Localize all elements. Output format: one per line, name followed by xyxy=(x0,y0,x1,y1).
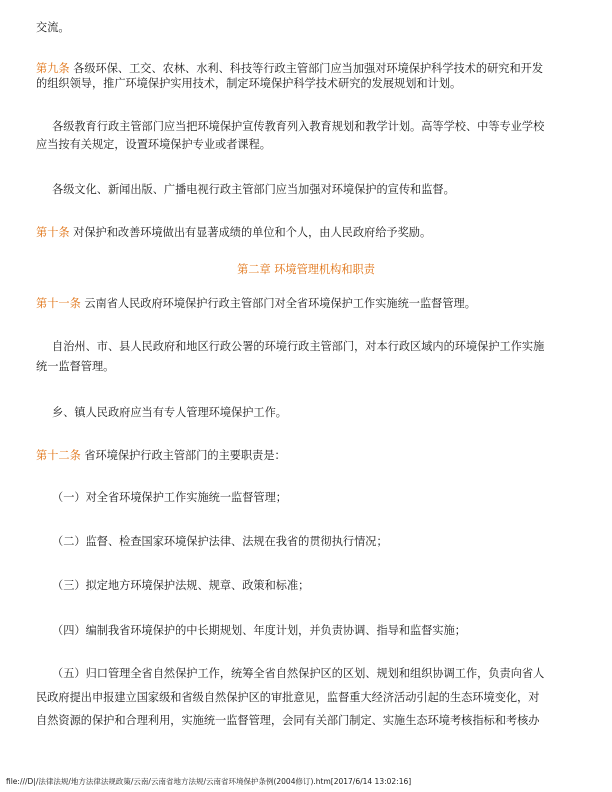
education-line1: 各级教育行政主管部门应当把环境保护宣传教育列入教育规划和教学计划。高等学校、中等专业学校 xyxy=(52,120,545,133)
article-11-text: 云南省人民政府环境保护行政主管部门对全省环境保护工作实施统一监督管理。 xyxy=(84,297,476,310)
paragraph-exchange: 交流。 xyxy=(36,21,70,34)
file-path-footer: file:///D|/法律法规/地方法律法规政策/云南/云南省地方法规/云南省环境保护条例(2004修订).htm[2017/6/14 13:02:16] xyxy=(6,777,412,786)
township-paragraph: 乡、镇人民政府应当有专人管理环境保护工作。 xyxy=(52,406,287,419)
local-gov-line1: 自治州、市、县人民政府和地区行政公署的环境行政主管部门，对本行政区域内的环境保护工作实施 xyxy=(52,340,545,353)
article-9-label: 第九条 xyxy=(36,62,70,75)
duty-item: （三）拟定地方环境保护法规、规章、政策和标准； xyxy=(52,579,310,592)
media-paragraph: 各级文化、新闻出版、广播电视行政主管部门应当加强对环境保护的宣传和监督。 xyxy=(52,183,455,196)
article-12 xyxy=(36,448,582,464)
article-11-label: 第十一条 xyxy=(36,297,81,310)
article-9-line2: 的组织领导，推广环境保护实用技术，制定环境保护科学技术研究的发展规划和计划。 xyxy=(36,77,462,90)
duty-item: （二）监督、检查国家环境保护法律、法规在我省的贯彻执行情况； xyxy=(52,535,388,548)
article-9-text: 各级环保、工交、农林、水利、科技等行政主管部门应当加强对环境保护科学技术的研究和开发 xyxy=(73,62,544,75)
article-10 xyxy=(36,225,582,241)
duty-item: （一）对全省环境保护工作实施统一监督管理； xyxy=(52,491,287,504)
chapter-2-heading: 第二章 环境管理机构和职责 xyxy=(237,263,375,276)
article-11 xyxy=(36,296,582,312)
article-12-label: 第十二条 xyxy=(36,449,81,462)
duty-item: （四）编制我省环境保护的中长期规划、年度计划，并负责协调、指导和监督实施； xyxy=(52,624,466,637)
duty-5-line1: （五）归口管理全省自然保护工作，统筹全省自然保护区的区划、规划和组织协调工作，负责向省人 xyxy=(52,667,545,680)
article-10-label: 第十条 xyxy=(36,226,70,239)
duty-5-line2: 民政府提出申报建立国家级和省级自然保护区的审批意见，监督重大经济活动引起的生态环境变化，对 xyxy=(36,691,540,704)
article-9-line1 xyxy=(36,61,582,77)
duty-5-line3: 自然资源的保护和合理利用，实施统一监督管理，会同有关部门制定、实施生态环境考核指标和考核办 xyxy=(36,714,540,727)
education-line2: 应当按有关规定，设置环境保护专业或者课程。 xyxy=(36,138,271,151)
article-12-text: 省环境保护行政主管部门的主要职责是： xyxy=(84,449,286,462)
article-10-text: 对保护和改善环境做出有显著成绩的单位和个人，由人民政府给予奖励。 xyxy=(73,226,432,239)
local-gov-line2: 统一监督管理。 xyxy=(36,360,115,373)
